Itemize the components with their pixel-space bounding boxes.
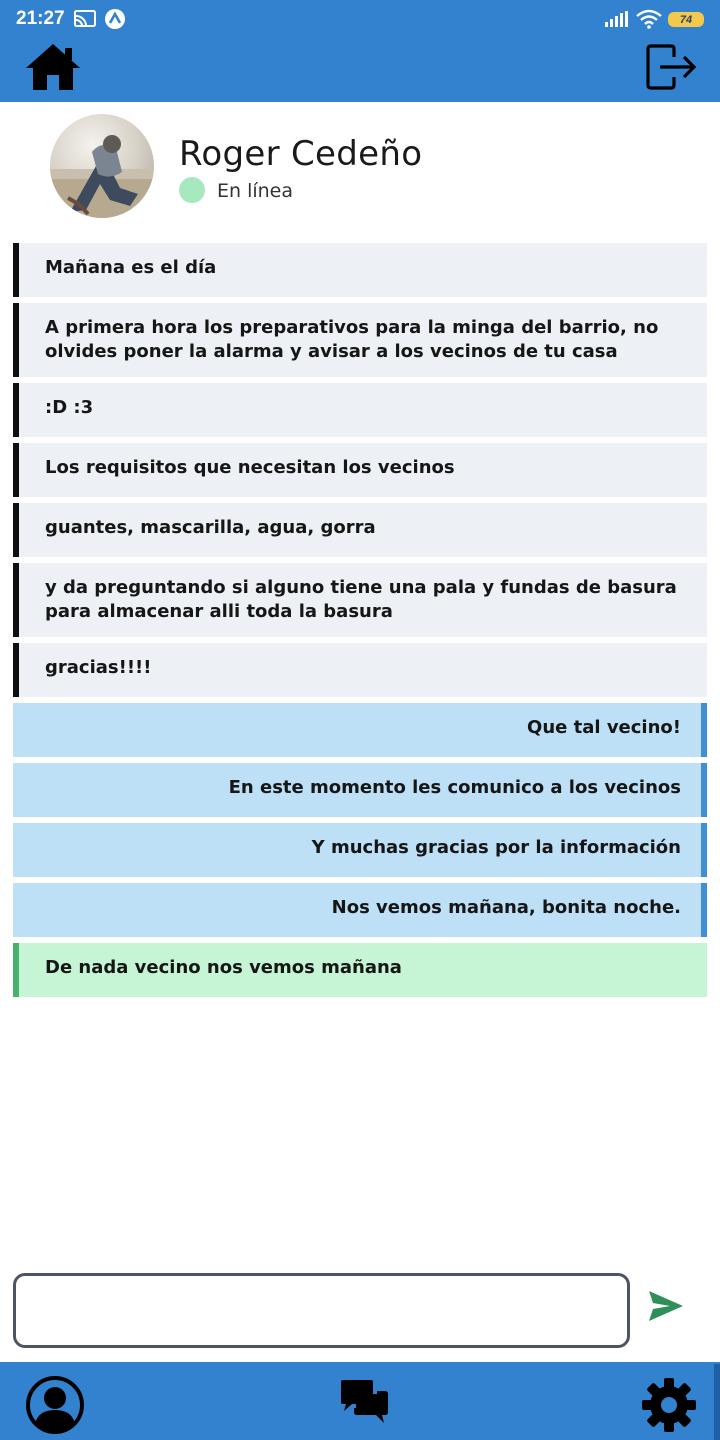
sent-message[interactable]: En este momento les comunico a los vecinos: [13, 763, 707, 817]
nav-profile-button[interactable]: [24, 1374, 86, 1436]
gear-icon: [640, 1376, 698, 1434]
app-notification-icon: [104, 8, 126, 35]
contact-status: En línea: [217, 180, 294, 202]
received-message[interactable]: A primera hora los preparativos para la minga del barrio, no olvides poner la alarma y avisar a los vecinos de tu casa: [13, 303, 707, 377]
user-circle-icon: [24, 1374, 86, 1436]
send-icon: [646, 1288, 686, 1324]
contact-header: [0, 102, 720, 232]
received-message[interactable]: guantes, mascarilla, agua, gorra: [13, 503, 707, 557]
logout-icon: [644, 44, 698, 90]
message-list: [13, 243, 707, 1003]
wifi-icon: [636, 9, 662, 34]
send-button[interactable]: [646, 1288, 686, 1324]
status-time: 21:27: [16, 8, 65, 29]
chat-bubbles-icon: [338, 1378, 392, 1428]
home-button[interactable]: [24, 42, 82, 92]
mine-message[interactable]: De nada vecino nos vemos mañana: [13, 943, 707, 997]
received-message[interactable]: Mañana es el día: [13, 243, 707, 297]
status-bar: [0, 0, 720, 38]
nav-settings-button[interactable]: [640, 1376, 698, 1434]
logout-button[interactable]: [644, 44, 698, 90]
sent-message[interactable]: Que tal vecino!: [13, 703, 707, 757]
app-bar: [0, 38, 720, 102]
message-input[interactable]: [13, 1273, 630, 1348]
sent-message[interactable]: Y muchas gracias por la información: [13, 823, 707, 877]
received-message[interactable]: :D :3: [13, 383, 707, 437]
avatar[interactable]: [50, 114, 154, 218]
online-status-dot: [179, 177, 205, 203]
signal-icon: [604, 11, 628, 32]
cast-icon: [74, 10, 96, 33]
received-message[interactable]: gracias!!!!: [13, 643, 707, 697]
received-message[interactable]: Los requisitos que necesitan los vecinos: [13, 443, 707, 497]
battery-indicator: 74: [668, 12, 704, 27]
scroll-edge: [714, 1364, 720, 1440]
nav-chat-button[interactable]: [338, 1378, 392, 1428]
received-message[interactable]: y da preguntando si alguno tiene una pala y fundas de basura para almacenar alli toda la basura: [13, 563, 707, 637]
sent-message[interactable]: Nos vemos mañana, bonita noche.: [13, 883, 707, 937]
home-icon: [24, 42, 82, 92]
contact-name: Roger Cedeño: [179, 134, 423, 174]
bottom-nav: [0, 1362, 720, 1440]
